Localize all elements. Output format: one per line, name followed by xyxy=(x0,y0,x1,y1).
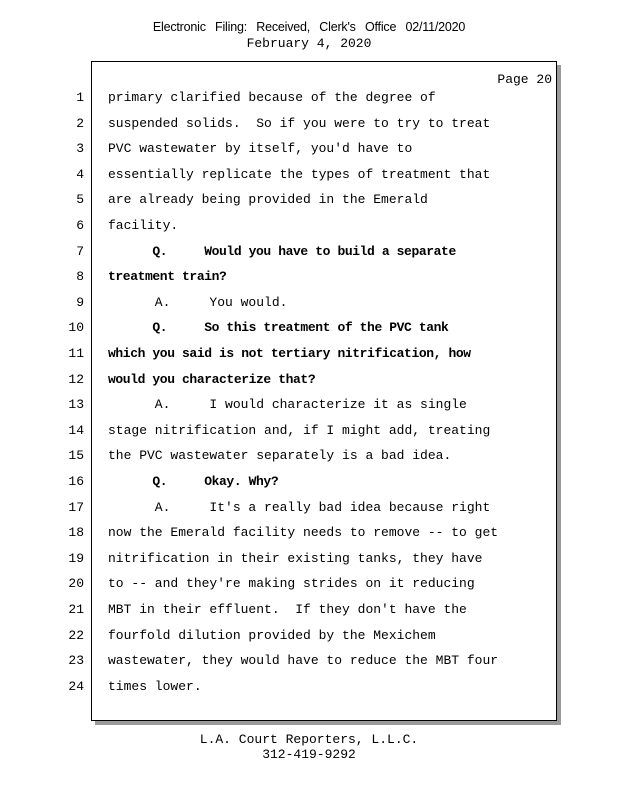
line-number: 18 xyxy=(68,525,84,541)
transcript-line xyxy=(0,525,618,551)
line-number: 19 xyxy=(68,550,84,566)
transcript-line xyxy=(0,346,618,372)
line-number: 16 xyxy=(68,474,84,489)
line-text: stage nitrification and, if I might add, treating xyxy=(108,422,491,438)
transcript-line xyxy=(0,500,618,526)
line-text: wastewater, they would have to reduce the MBT four xyxy=(108,653,499,669)
transcript-line xyxy=(0,397,618,423)
transcript-line xyxy=(0,679,618,705)
line-text: fourfold dilution provided by the Mexichem xyxy=(108,627,436,643)
transcript-line xyxy=(0,244,618,270)
line-text: PVC wastewater by itself, you'd have to xyxy=(108,141,413,157)
page-number: Page 20 xyxy=(497,72,552,87)
line-number: 21 xyxy=(68,602,84,617)
line-number: 13 xyxy=(68,397,84,413)
transcript-line xyxy=(0,218,618,244)
line-text: the PVC wastewater separately is a bad idea. xyxy=(108,448,452,464)
transcript-line xyxy=(0,269,618,295)
transcript-line xyxy=(0,141,618,167)
transcript-line xyxy=(0,295,618,321)
line-text: suspended solids. So if you were to try to treat xyxy=(108,115,491,131)
line-number: 22 xyxy=(68,627,84,643)
line-number: 1 xyxy=(76,90,84,105)
line-text: facility. xyxy=(108,218,179,233)
line-text: MBT in their effluent. If they don't have the xyxy=(108,602,467,617)
transcript-line xyxy=(0,602,618,628)
transcript-line xyxy=(0,90,618,116)
reporter-phone: 312-419-9292 xyxy=(262,747,356,762)
line-text: treatment train? xyxy=(108,269,227,285)
line-number: 2 xyxy=(76,115,84,131)
line-number: 9 xyxy=(76,294,84,310)
filing-stamp: Electronic Filing: Received, Clerk's Office 02/11/2020 xyxy=(152,20,466,34)
line-text: essentially replicate the types of treatment that xyxy=(108,166,491,182)
transcript-date: February 4, 2020 xyxy=(246,36,372,51)
transcript-line xyxy=(0,448,618,474)
line-text: Q. Would you have to build a separate xyxy=(108,243,456,259)
line-number: 3 xyxy=(76,141,84,157)
line-text: now the Emerald facility needs to remove -- to get xyxy=(108,525,499,541)
transcript-line xyxy=(0,653,618,679)
transcript-line xyxy=(0,628,618,654)
line-text: primary clarified because of the degree of xyxy=(108,90,436,105)
line-text: Q. Okay. Why? xyxy=(108,474,279,489)
line-number: 17 xyxy=(68,499,84,515)
line-number: 20 xyxy=(68,576,84,592)
line-text: nitrification in their existing tanks, they have xyxy=(108,550,483,566)
transcript-line xyxy=(0,372,618,398)
transcript-line xyxy=(0,551,618,577)
line-text: are already being provided in the Emerald xyxy=(108,192,428,208)
line-text: to -- and they're making strides on it reducing xyxy=(108,576,475,592)
transcript-line xyxy=(0,192,618,218)
line-text: A. I would characterize it as single xyxy=(108,397,467,413)
line-number: 10 xyxy=(68,320,84,336)
line-number: 23 xyxy=(68,653,84,669)
line-number: 11 xyxy=(68,346,84,361)
transcript-line xyxy=(0,576,618,602)
line-text: would you characterize that? xyxy=(108,371,316,387)
line-text: Q. So this treatment of the PVC tank xyxy=(108,320,449,336)
line-number: 6 xyxy=(76,218,84,233)
line-number: 8 xyxy=(76,269,84,285)
line-number: 12 xyxy=(68,371,84,387)
line-text: A. You would. xyxy=(108,294,288,310)
line-number: 7 xyxy=(76,243,84,259)
line-number: 5 xyxy=(76,192,84,208)
transcript-line xyxy=(0,423,618,449)
line-number: 24 xyxy=(68,678,84,694)
footer xyxy=(0,732,618,762)
line-number: 4 xyxy=(76,166,84,182)
transcript-line xyxy=(0,474,618,500)
line-text: which you said is not tertiary nitrification, how xyxy=(108,346,471,361)
line-text: times lower. xyxy=(108,678,202,694)
transcript-line xyxy=(0,320,618,346)
line-number: 15 xyxy=(68,448,84,464)
reporter-company: L.A. Court Reporters, L.L.C. xyxy=(199,732,419,747)
transcript-line xyxy=(0,167,618,193)
transcript-line xyxy=(0,116,618,142)
line-number: 14 xyxy=(68,422,84,438)
line-text: A. It's a really bad idea because right xyxy=(108,499,491,515)
